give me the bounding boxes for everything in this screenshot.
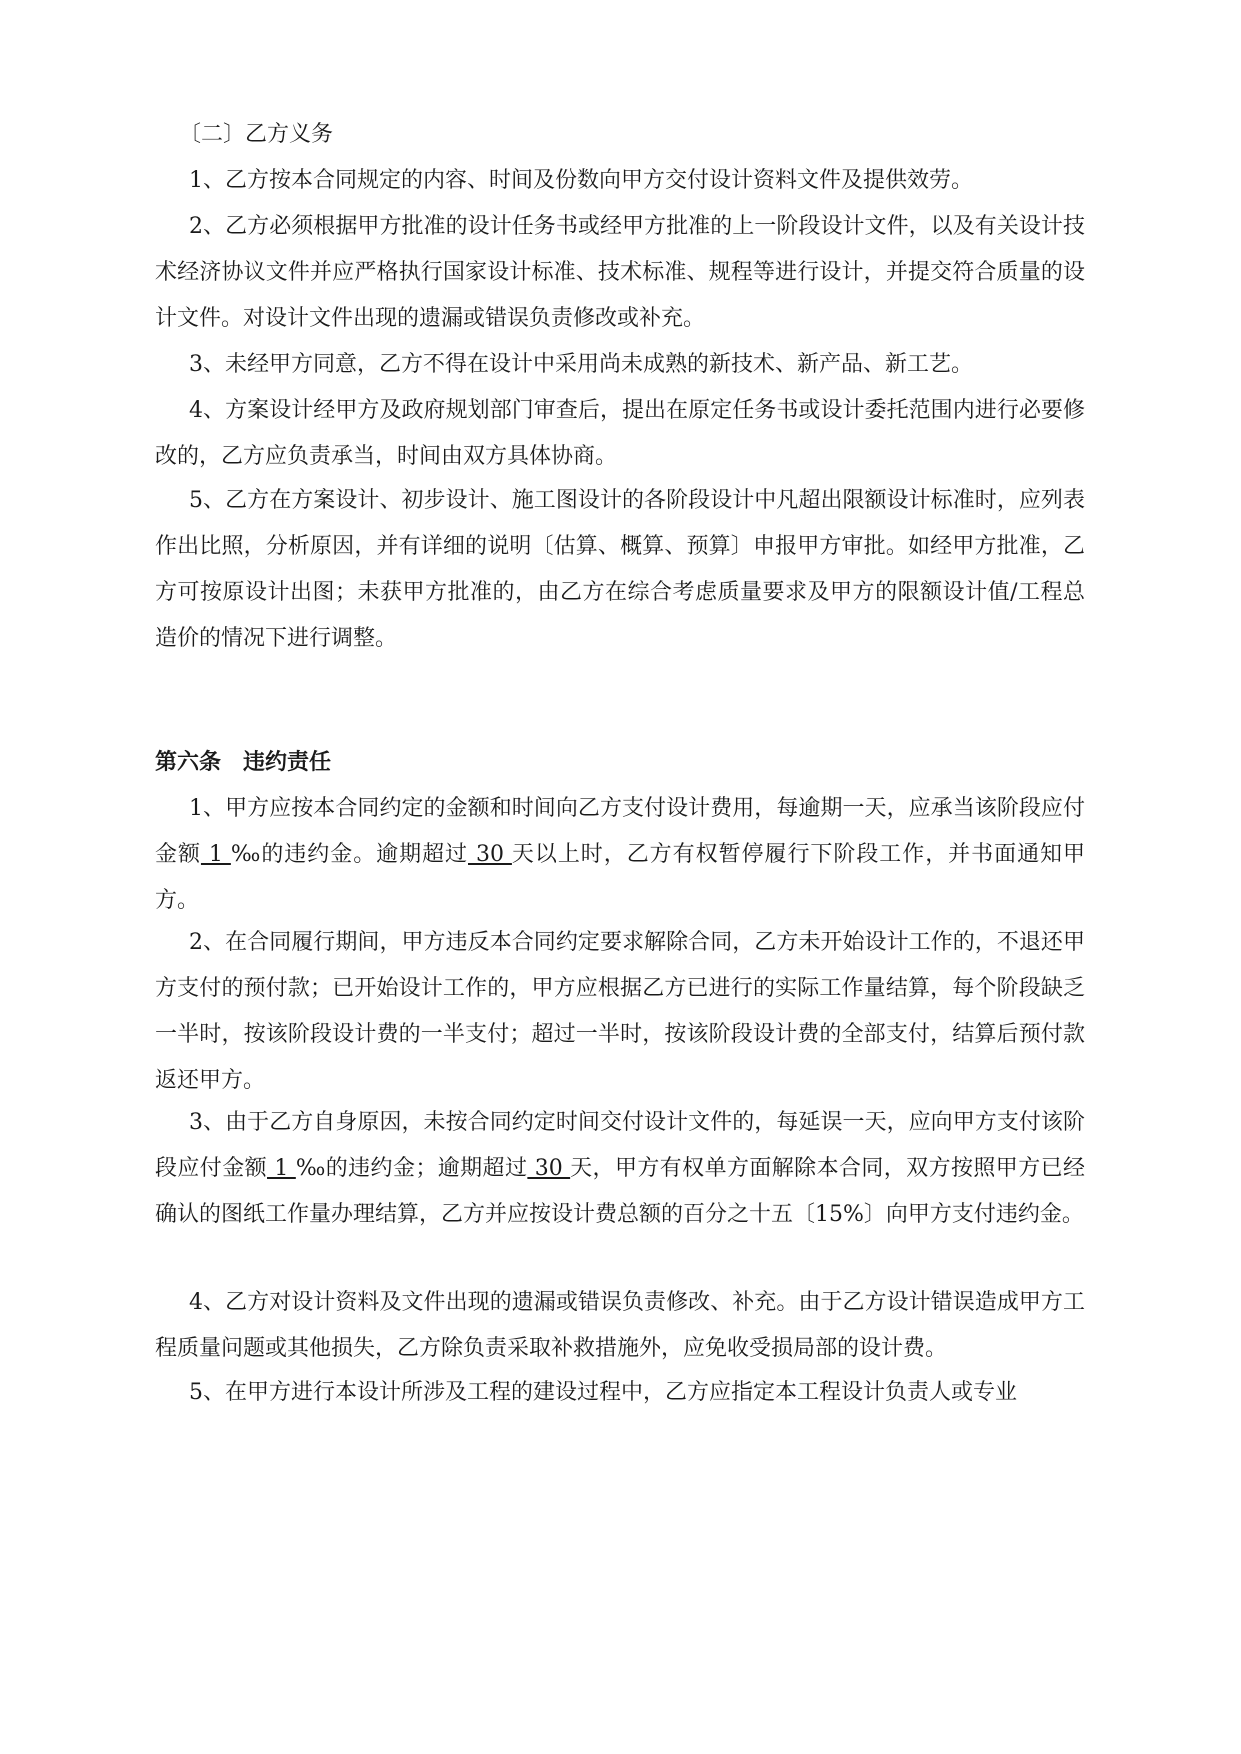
liability-item-3 <box>155 1100 1085 1238</box>
liability-item-4: 4、乙方对设计资料及文件出现的遗漏或错误负责修改、补充。由于乙方设计错误造成甲方工程质量问题或其他损失，乙方除负责采取补救措施外，应免收受损局部的设计费。 <box>155 1290 1085 1361</box>
liability-item-2: 2、在合同履行期间，甲方违反本合同约定要求解除合同，乙方未开始设计工作的，不退还甲方支付的预付款；已开始设计工作的，甲方应根据乙方已进行的实际工作量结算，每个阶段缺乏一半时，按该阶段设计费的一半支付；超过一半时，按该阶段设计费的全部支付，结算后预付款返还甲方。 <box>155 930 1085 1093</box>
liability-item-3-text-b: ‰的违约金；逾期超过 <box>295 1156 528 1181</box>
liability-item-1-text-b: ‰的违约金。逾期超过 <box>230 842 468 867</box>
liability-item-5: 5、在甲方进行本设计所涉及工程的建设过程中，乙方应指定本工程设计负责人或专业 <box>189 1380 1017 1405</box>
obligation-item-3: 3、未经甲方同意，乙方不得在设计中采用尚未成熟的新技术、新产品、新工艺。 <box>189 352 973 377</box>
liability-item-3-text-c: 天，甲方有权单方面解除本合同，双方按照甲方已经确认的图纸工作量办理结算，乙方并应按设计费总额的百分之十五〔15%〕向甲方支付违约金。 <box>155 1156 1085 1227</box>
obligation-item-4: 4、方案设计经甲方及政府规划部门审查后，提出在原定任务书或设计委托范围内进行必要修改的，乙方应负责承当，时间由双方具体协商。 <box>155 398 1085 469</box>
liability-item-1 <box>155 786 1085 924</box>
obligation-item-1: 1、乙方按本合同规定的内容、时间及份数向甲方交付设计资料文件及提供效劳。 <box>189 168 973 193</box>
liability-item-1-text-a: 1、甲方应按本合同约定的金额和时间向乙方支付设计费用，每逾期一天，应承当该阶段应付金额 <box>155 796 1085 867</box>
obligation-item-2: 2、乙方必须根据甲方批准的设计任务书或经甲方批准的上一阶段设计文件，以及有关设计技术经济协议文件并应严格执行国家设计标准、技术标准、规程等进行设计，并提交符合质量的设计文件。对设计文件出现的遗漏或错误负责修改或补充。 <box>155 214 1085 331</box>
liability-item-1-days: 30 <box>468 842 512 867</box>
liability-item-3-text-a: 3、由于乙方自身原因，未按合同约定时间交付设计文件的，每延误一天，应向甲方支付该阶段应付金额 <box>155 1110 1085 1181</box>
liability-item-1-text-c: 天以上时，乙方有权暂停履行下阶段工作，并书面通知甲方。 <box>155 842 1085 913</box>
obligation-item-5: 5、乙方在方案设计、初步设计、施工图设计的各阶段设计中凡超出限额设计标准时，应列表作出比照，分析原因，并有详细的说明〔估算、概算、预算〕申报甲方审批。如经甲方批准，乙方可按原设计出图；未获甲方批准的，由乙方在综合考虑质量要求及甲方的限额设计值/工程总造价的情况下进行调整。 <box>155 488 1085 651</box>
liability-item-1-rate: 1 <box>200 842 231 867</box>
section-b-title: 〔二〕乙方义务 <box>179 122 334 147</box>
liability-item-3-rate: 1 <box>267 1156 296 1181</box>
article-6-heading: 第六条 违约责任 <box>155 750 332 775</box>
liability-item-3-days: 30 <box>527 1156 571 1181</box>
